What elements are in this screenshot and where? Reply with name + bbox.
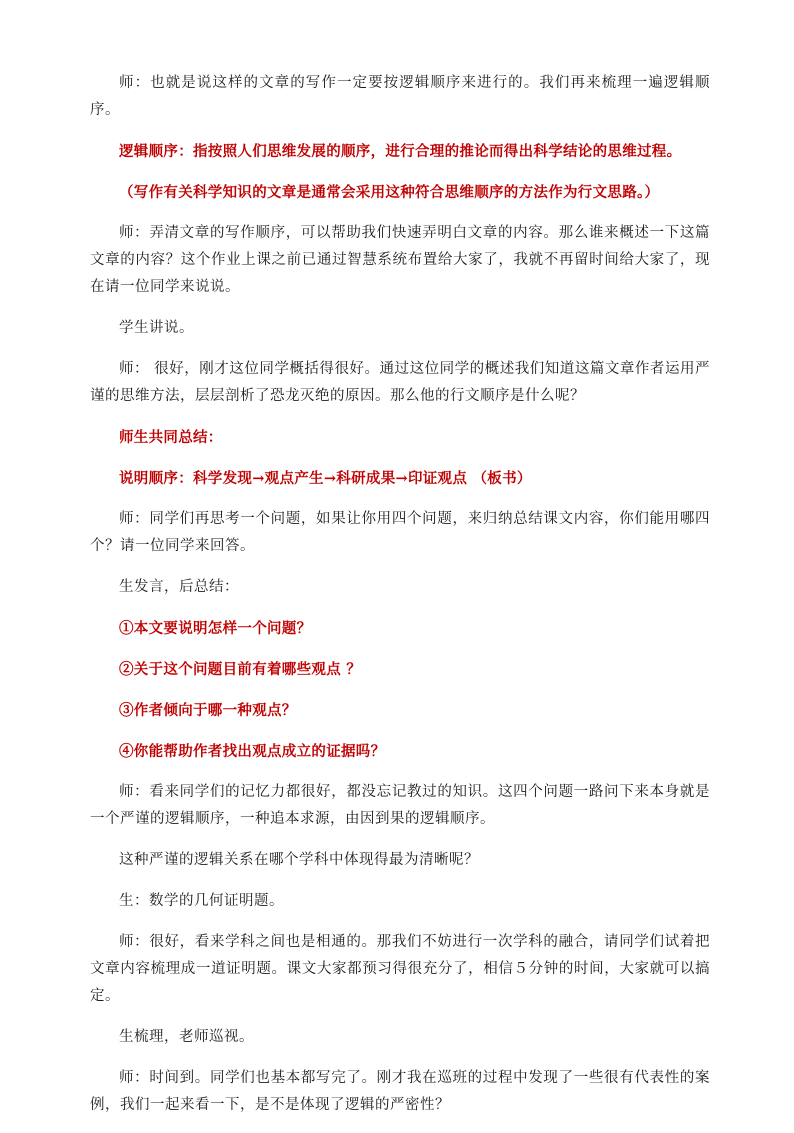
question-1: ①本文要说明怎样一个问题？ bbox=[119, 620, 312, 637]
heading-joint-summary: 师生共同总结： bbox=[119, 429, 223, 446]
paragraph-teacher-logic-order: 师：也就是说这样的文章的写作一定要按逻辑顺序来进行的。我们再来梳理一遍逻辑顺序。 bbox=[90, 75, 710, 118]
paragraph-teacher-summary-request: 师：弄清文章的写作顺序，可以帮助我们快速弄明白文章的内容。那么谁来概述一下这篇文章的内容？这个作业上课之前已通过智慧系统布置给大家了，我就不再留时间给大家了，现在请一位同学来说说。 bbox=[90, 225, 710, 295]
paragraph-teacher-proof-task: 师：很好，看来学科之间也是相通的。那我们不妨进行一次学科的融合，请同学们试着把文章内容梳理成一道证明题。课文大家都预习得很充分了，相信５分钟的时间，大家就可以搞定。 bbox=[90, 934, 710, 1004]
paragraph-which-subject: 这种严谨的逻辑关系在哪个学科中体现得最为清晰呢？ bbox=[119, 852, 479, 868]
question-4: ④你能帮助作者找出观点成立的证据吗？ bbox=[119, 743, 386, 760]
paragraph-four-questions-prompt: 师：同学们再思考一个问题，如果让你用四个问题，来归纳总结课文内容，你们能用哪四个？请一位同学来回答。 bbox=[90, 511, 710, 554]
paragraph-teacher-time-up: 师：时间到。同学们也基本都写完了。刚才我在巡班的过程中发现了一些很有代表性的案例，我们一起来看一下，是不是体现了逻辑的严密性？ bbox=[90, 1070, 710, 1113]
paragraph-student-organize: 生梳理，老师巡视。 bbox=[119, 1029, 254, 1045]
question-3: ③作者倾向于哪一种观点？ bbox=[119, 702, 297, 719]
paragraph-student-summary: 生发言，后总结： bbox=[119, 579, 239, 595]
note-science-writing: （写作有关科学知识的文章是通常会采用这种符合思维顺序的方法作为行文思路。） bbox=[119, 184, 660, 201]
paragraph-student-math: 生：数学的几何证明题。 bbox=[119, 893, 284, 909]
paragraph-student-speaks: 学生讲说。 bbox=[119, 320, 194, 336]
question-2: ②关于这个问题目前有着哪些观点 ？ bbox=[119, 661, 362, 678]
paragraph-teacher-memory: 师：看来同学们的记忆力都很好，都没忘记教过的知识。这四个问题一路问下来本身就是一个严谨的逻辑顺序，一种追本求源，由因到果的逻辑顺序。 bbox=[90, 784, 710, 827]
explanation-order-blackboard: 说明顺序：科学发现→观点产生→科研成果→印证观点 （板书） bbox=[119, 470, 532, 487]
document-page bbox=[90, 70, 710, 1133]
paragraph-teacher-praise: 师： 很好，刚才这位同学概括得很好。通过这位同学的概述我们知道这篇文章作者运用严谨的思维方法，层层剖析了恐龙灭绝的原因。那么他的行文顺序是什么呢？ bbox=[90, 361, 710, 404]
definition-logic-order: 逻辑顺序：指按照人们思维发展的顺序，进行合理的推论而得出科学结论的思维过程。 bbox=[119, 143, 682, 160]
